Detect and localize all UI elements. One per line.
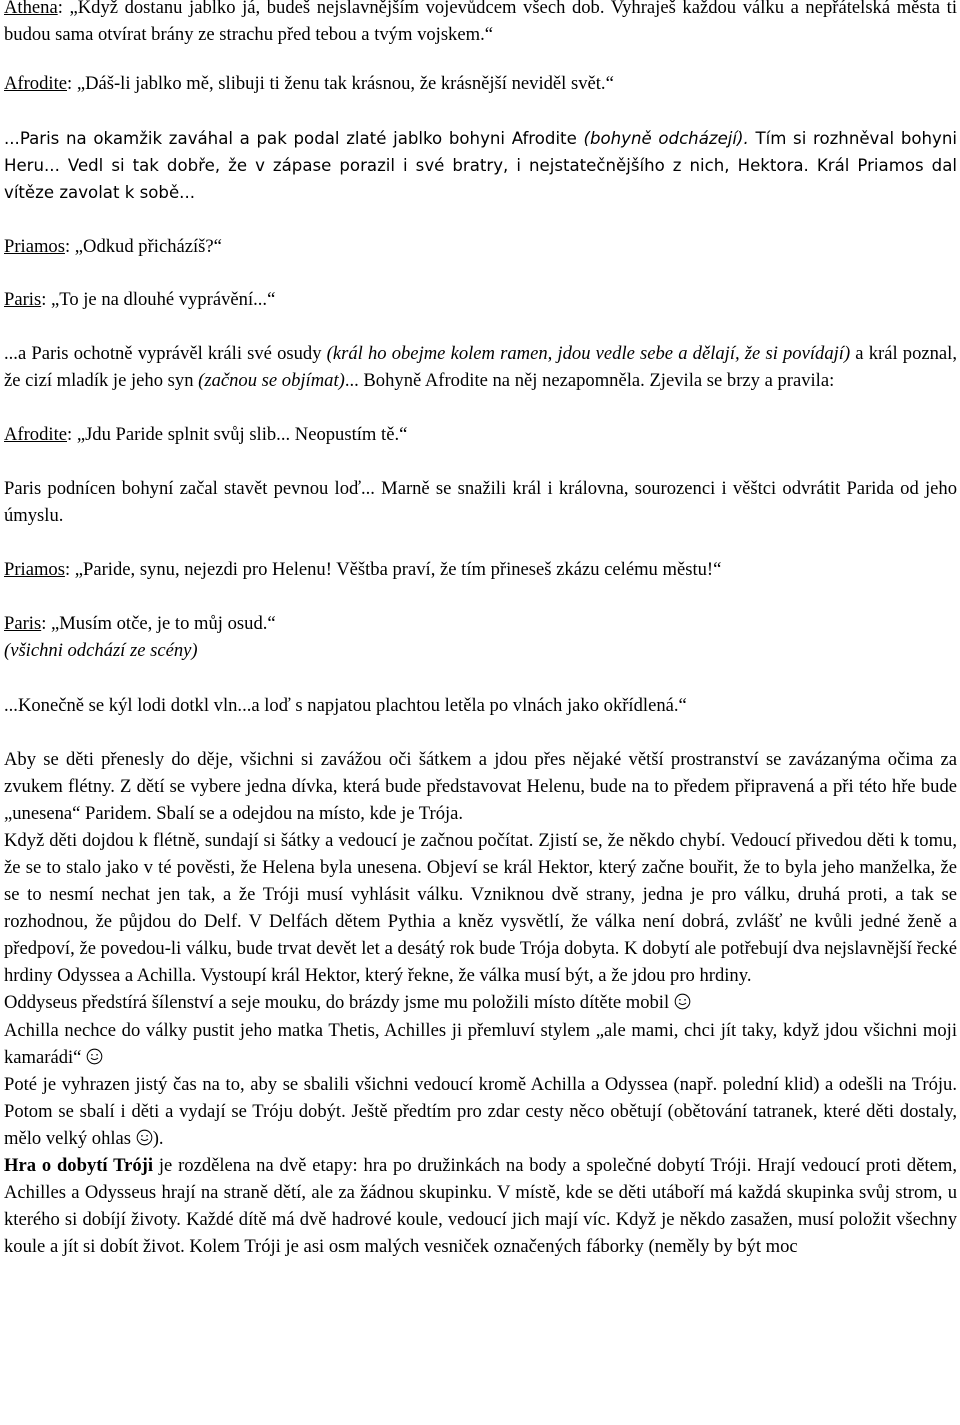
stage-direction: (bohyně odcházejí). [583,129,749,149]
narration-paragraph: ...Konečně se kýl lodi dotkl vln...a loď s napjatou plachtou letěla po vlnách jako okřídlená.“ [4,694,687,716]
paragraph-text: Achilla nechce do války pustit jeho matka Thetis, Achilles ji přemluví stylem „ale mami, chci jít taky, když jdou všichni moji kamarádi“ [4,1019,957,1068]
speech-text: „To je na dlouhé vyprávění...“ [46,288,276,310]
paragraph-text: Poté je vyhrazen jistý čas na to, aby se sbalili všichni vedoucí kromě Achilla a Odyssea (např. polední klid) a odešli na Tróju. Potom se sbalí i děti a vydají se Tróju dobýt. Ještě předtím pro zdar cesty něco obětují (obětování tatranek, které děti dostaly, mělo velký ohlas [4,1073,957,1149]
paragraph-text: ). [152,1127,164,1149]
narration-text: a král poznal, že cizí mladík je jeho syn [4,342,957,391]
speech-text: „Jdu Paride splnit svůj slib... Neopustím tě.“ [72,423,408,445]
speaker-name: Afrodite [4,73,67,95]
instructions-paragraph: Aby se děti přenesly do děje, všichni si zavážou oči šátkem a jdou přes nějaké větší prostranství se zavázanýma očima za zvukem flétny. Z dětí se vybere jedna dívka, která bude představovat Helenu, bude na to předem připravená a při této hře bude „unesena“ Paridem. Sbalí se a odejdou na místo, kde je Trója. [4,748,957,824]
speaker-name: Priamos [4,235,65,257]
dialogue-afrodite: Afrodite: „Dáš-li jablko mě, slibuji ti ženu tak krásnou, že krásnější neviděl svět.“ [4,73,614,95]
speaker-name: Athena [4,0,58,18]
speech-text: „Když dostanu jablko já, budeš nejslavnějším vojevůdcem všech dob. Vyhraješ každou válku a nepřátelská města ti budou sama otvírat brány ze strachu před tebou a tvým vojskem.“ [4,0,957,46]
narration-text: Tím si rozhněval bohyni Heru... Vedl si tak dobře, že v zápase porazil i své bratry, i nejstatečnějšího z nich, Hektora. Král Priamos dal vítěze zavolat k sobě... [4,129,957,203]
speaker-name: Priamos [4,559,65,581]
smiley-icon [136,1129,153,1146]
narration-paragraph [4,340,957,394]
narration-text: ...Paris na okamžik zaváhal a pak podal zlaté jablko bohyni Afrodite [4,129,584,149]
stage-direction: (král ho obejme kolem ramen, jdou vedle sebe a dělají, že si povídají) [326,342,851,364]
speech-text: „Musím otče, je to můj osud.“ [46,613,276,635]
stage-direction: (začnou se objímat) [198,369,345,391]
narration-paragraph [4,125,957,206]
speech-text: „Odkud přicházíš?“ [70,235,222,257]
dialogue-paris: Paris: „To je na dlouhé vyprávění...“ [4,288,276,310]
speaker-name: Paris [4,288,42,310]
paragraph-text: Oddyseus předstírá šílenství a seje mouku, do brázdy jsme mu položili místo dítěte mobil [4,992,674,1014]
paragraph-text: je rozdělena na dvě etapy: hra po družinkách na body a společné dobytí Tróji. Hrají vedoucí proti dětem, Achilles a Odysseus hrají na straně dětí, ale za žádnou skupinku. V místě, kde se děti utáboří má každá skupinka svůj strom, u kterého si dobíjí životy. Každé dítě má dvě hadrové koule, vedoucí jich mají víc. Když je někdo zasažen, musí položit všechny koule a jít si dobít život. Kolem Tróji je asi osm malých vesniček označených fáborky (neměly by být moc [4,1155,957,1258]
instructions-paragraph [4,1017,957,1071]
instructions-paragraph: Když děti dojdou k flétně, sundají si šátky a vedoucí je začnou počítat. Zjistí se, že někdo chybí. Vedoucí přivedou děti k tomu, že se to stalo jako v té pověsti, že Helena byla unesena. Objeví se král Hektor, který začne bouřit, že to byla jeho manželka, že se to nesmí nechat jen tak, a že Tróji musí vyhlásit válku. Vzniknou dvě strany, jedna je pro válku, druhá proti, a tak se rozhodnou, že půjdou do Delf. V Delfách dětem Pythia a kněz vysvětlí, že válka není dobrá, zvlášť ne kvůli jedné ženě a předpoví, že povedou-li válku, bude trvat devět let a desátý rok bude Trója dobyta. K dobytí ale potřebují dva nejslavnější řecké hrdiny Odyssea a Achilla. Vystoupí král Hektor, který řekne, že válka musí být, a že jdou pro hrdiny. [4,829,957,987]
instructions-paragraph [4,1071,957,1152]
smiley-icon [86,1048,103,1065]
narration-text: ...a Paris ochotně vyprávěl králi své osudy [4,342,327,364]
narration-text: ... Bohyně Afrodite na něj nezapomněla. Zjevila se brzy a pravila: [344,369,835,391]
document-page [4,0,957,1260]
dialogue-paris: Paris: „Musím otče, je to můj osud.“ [4,613,276,635]
dialogue-priamos: Priamos: „Odkud přicházíš?“ [4,235,222,257]
narration-paragraph: Paris podnícen bohyní začal stavět pevnou loď... Marně se snažili král i královna, sourozenci i věštci odvrátit Parida od jeho úmyslu. [4,478,957,527]
section-heading: Hra o dobytí Tróji [4,1155,154,1176]
dialogue-athena: Athena: „Když dostanu jablko já, budeš nejslavnějším vojevůdcem všech dob. Vyhraješ každou válku a nepřátelská města ti budou sama otvírat brány ze strachu před tebou a tvým vojskem.“ [4,0,957,48]
smiley-icon [674,993,691,1010]
dialogue-afrodite: Afrodite: „Jdu Paride splnit svůj slib... Neopustím tě.“ [4,423,408,445]
speech-text: „Paride, synu, nejezdi pro Helenu! Věštba praví, že tím přineseš zkázu celému městu!“ [70,559,722,581]
speaker-name: Afrodite [4,423,67,445]
stage-direction: (všichni odchází ze scény) [4,640,198,662]
dialogue-priamos: Priamos: „Paride, synu, nejezdi pro Helenu! Věštba praví, že tím přineseš zkázu celému městu!“ [4,559,722,581]
speaker-name: Paris [4,613,42,635]
instructions-paragraph [4,1152,957,1260]
instructions-paragraph [4,989,957,1016]
speech-text: „Dáš-li jablko mě, slibuji ti ženu tak krásnou, že krásnější neviděl svět.“ [72,73,614,95]
